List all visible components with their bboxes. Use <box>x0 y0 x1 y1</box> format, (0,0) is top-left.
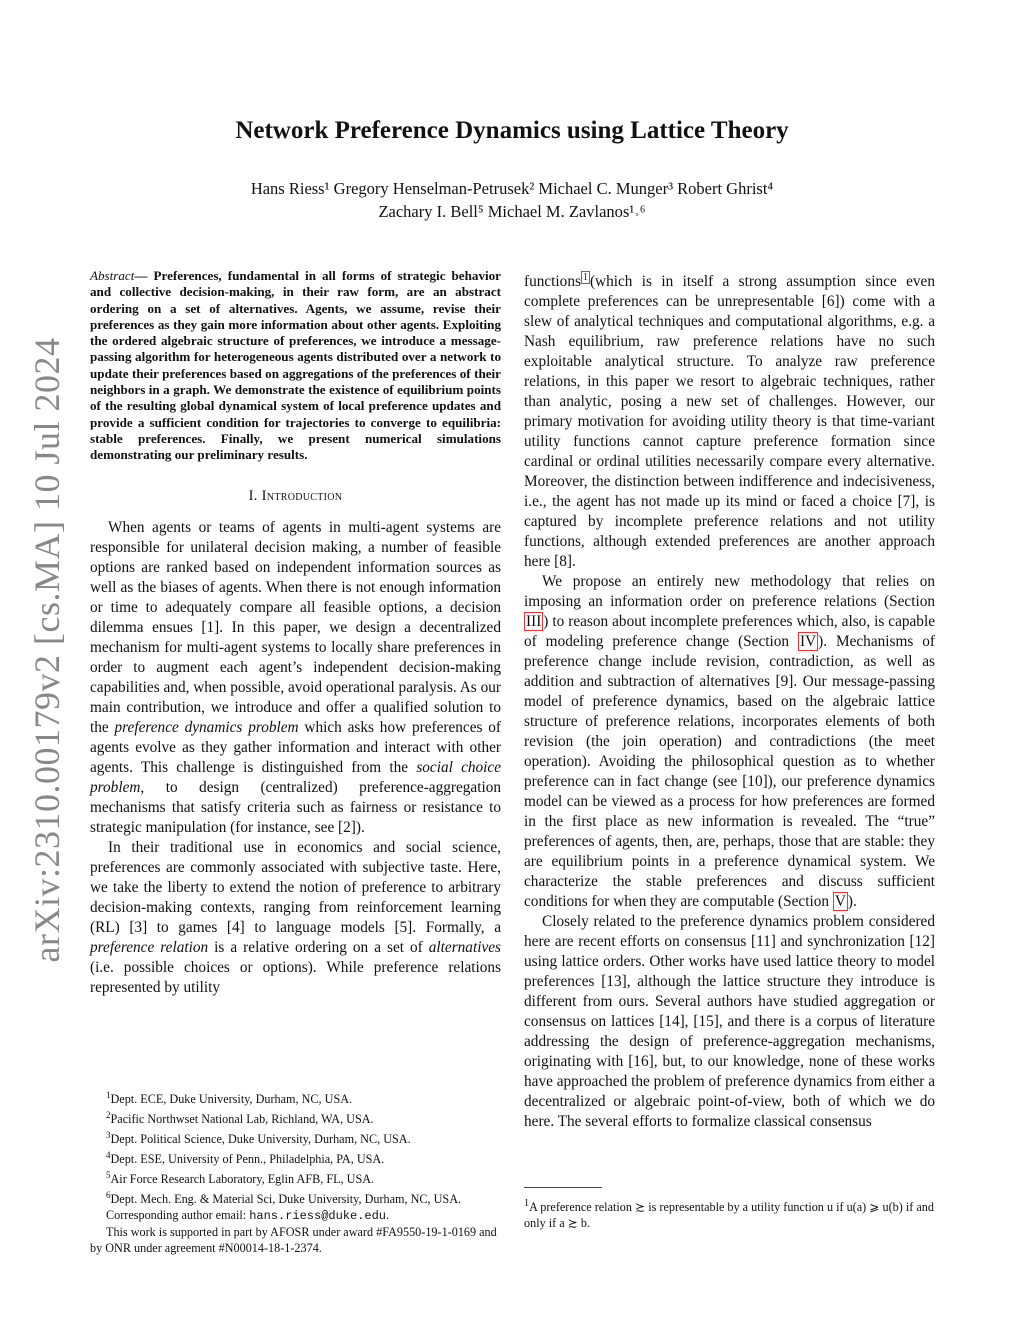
emphasis: social choice problem <box>90 758 502 796</box>
section-heading <box>90 486 501 506</box>
paper-title: Network Preference Dynamics using Lattice Theory <box>235 117 789 144</box>
author-list <box>0 177 1024 223</box>
abstract-label: Abstract <box>90 268 135 283</box>
emphasis: preference dynamics problem <box>114 718 299 736</box>
text-run: We propose an entirely new methodology that relies on imposing an information order on preference relations (Section <box>524 573 935 611</box>
right-column <box>524 268 935 1132</box>
left-column <box>90 268 501 998</box>
corresponding-author: Corresponding author email: hans.riess@duke.edu. <box>106 1207 390 1223</box>
text-run: (which is in itself a strong assumption since even complete preferences can be unrepresentable [6]) come with a slew of analytical techniques and computational algorithms, e.g. a Nash equilibrium, raw preference relations have no such exploitable analytical structure. To analyze raw preference relations, in this paper we resort to algebraic techniques, rather than analytic, posing a new set of challenges. However, our primary motivation for avoiding utility theory is that time-variant utility functions cannot capture preference formation since cardinal or ordinal utilities necessarily compare every alternative. Moreover, the distinction between indifference and indecisiveness, i.e., the agent has not made up its mind or faced a choice [7], is captured by incomplete preference relations and not utility functions, although extended preferences are another approach here [8]. <box>524 273 935 571</box>
authors-line-2: Zachary I. Bell⁵ Michael M. Zavlanos¹˒⁶ <box>378 202 646 221</box>
text-run: functions <box>524 273 581 291</box>
footnote-divider <box>524 1187 602 1188</box>
emphasis: alternatives <box>428 938 501 956</box>
text-run: which asks how preferences of agents evolve as they gather information and interact with other agents. This challenge is distinguished from the <box>90 718 501 776</box>
section-link-iii[interactable]: III <box>526 613 542 631</box>
arxiv-sidebar <box>22 337 72 963</box>
text-run: In their traditional use in economics and social science, preferences are commonly associated with subjective taste. Here, we take the liberty to extend the notion of preference to arbitrary decision-making contexts, ranging from reinforcement learning (RL) [3] to games [4] to language models [5]. Formally, a <box>90 838 501 936</box>
section-link-iv[interactable]: IV <box>800 633 817 651</box>
arxiv-identifier: arXiv:2310.00179v2 [cs.MA] 10 Jul 2024 <box>27 337 67 963</box>
footnote-3: $^3$Dept. Political Science, Duke University, Durham, NC, USA. <box>106 1129 411 1146</box>
authors-line-1: Hans Riess¹ Gregory Henselman-Petrusek² Michael C. Munger³ Robert Ghrist⁴ <box>250 179 774 198</box>
section-title: Introduction <box>261 487 343 504</box>
emphasis: preference relation <box>90 938 209 956</box>
right-paragraph-2 <box>524 572 935 912</box>
text-run: ). Mechanisms of preference change include revision, contradiction, as well as addition and subtraction of alternatives [9]. Our message-passing model of preference dynamics, based on the algebraic lattice structure of preference relations, incorporates elements of both revision (the join operation) and contradictions (the meet operation). Avoiding the philosophical question as to whether preference can in fact change (see [10]), our preference dynamics model can be viewed as a process for how preferences are formed in the first place as new information is revealed. The “true” preferences of agents, then, are, perhaps, those that are stable: they are equilibrium points in a preference dynamical system. We characterize the stable preferences and discuss sufficient conditions for when they are computable (Section <box>524 633 935 911</box>
author-email[interactable]: hans.riess@duke.edu <box>249 1208 387 1223</box>
text-run: , to design (centralized) preference-aggregation mechanisms that satisfy criteria such as fairness or resistance to strategic manipulation (for instance, see [2]). <box>90 778 501 836</box>
funding-note: This work is supported in part by AFOSR under award #FA9550-19-1-0169 and by ONR under agreement #N00014-18-1-2374. <box>90 1224 497 1255</box>
footnote-2: $^2$Pacific Northwset National Lab, Richland, WA, USA. <box>106 1109 374 1127</box>
text-run: ). <box>847 893 857 911</box>
affiliation-footnotes <box>90 1088 505 1257</box>
right-paragraph-3: Closely related to the preference dynamics problem considered here are recent efforts on consensus [11] and synchronization [12] using lattice orders. Other works have used lattice theory to model preferences [13], although the lattice structure they introduce is different from ours. Several authors have studied aggregation or consensus on lattices [14], [15], and there is a corpus of literature addressing the design of preference-aggregation mechanisms, originating with [16], but, to our knowledge, none of these works have approached the problem of preference dynamics from either a decentralized or algebraic point-of-view, both of which we do here. The several efforts to formalize classical consensus <box>524 913 935 1131</box>
section-number: I. <box>248 487 258 504</box>
footnote-1: $^1$Dept. ECE, Duke University, Durham, NC, USA. <box>106 1090 353 1107</box>
utility-footnote-text: A preference relation ≿ is representable by a utility function u if u(a) ⩾ u(b) if and only if a ≿ b. <box>524 1200 934 1231</box>
abstract <box>90 268 501 464</box>
abstract-text: — Preferences, fundamental in all forms of strategic behavior and collective decision-making, in their raw form, are an abstract ordering on a set of alternatives. Agents, we assume, revise their preferences as they gain more information about other agents. Exploiting the ordered algebraic structure of preferences, we introduce a message-passing algorithm for heterogeneous agents distributed over a network to update their preferences based on aggregations of the preferences of their neighbors in a graph. We demonstrate the existence of equilibrium points of the resulting global dynamical system of local preference updates and provide a sufficient condition for trajectories to converge to equilibria: stable preferences. Finally, we present numerical simulations demonstrating our preliminary results. <box>90 268 501 463</box>
right-paragraph-1 <box>524 268 935 572</box>
text-run: is a relative ordering on a set of <box>208 938 429 956</box>
section-link-v[interactable]: V <box>834 893 846 911</box>
footnote-link[interactable]: 1 <box>582 272 588 283</box>
footnote-4: $^4$Dept. ESE, University of Penn., Philadelphia, PA, USA. <box>106 1149 385 1166</box>
footnote-6: $^6$Dept. Mech. Eng. & Material Sci, Duke University, Durham, NC, USA. <box>106 1189 462 1206</box>
intro-paragraph-2 <box>90 838 501 998</box>
text-run: ) to reason about incomplete preferences which, also, is capable of modeling preference change (Section <box>524 613 935 651</box>
footnote-5: $^5$Air Force Research Laboratory, Eglin AFB, FL, USA. <box>106 1169 375 1186</box>
utility-footnote: $^1$A preference relation ≿ is representable by a utility function u if u(a) ⩾ u(b) if and only if a ≿ b. <box>524 1198 934 1231</box>
text-run: (i.e. possible choices or options). While preference relations represented by utility <box>90 958 501 996</box>
intro-paragraph-1 <box>90 518 501 838</box>
text-run: When agents or teams of agents in multi-agent systems are responsible for unilateral decision making, a number of feasible options are ranked based on independent information sources as well as the biases of agents. When there is not enough information or time to adequately compare all feasible options, a decision dilemma ensues [1]. In this paper, we design a decentralized mechanism for multi-agent systems to locally share preferences in order to augment each agent’s independent decision-making capabilities and, when possible, avoid operational paralysis. As our main contribution, we introduce and offer a qualified solution to the <box>90 518 501 736</box>
